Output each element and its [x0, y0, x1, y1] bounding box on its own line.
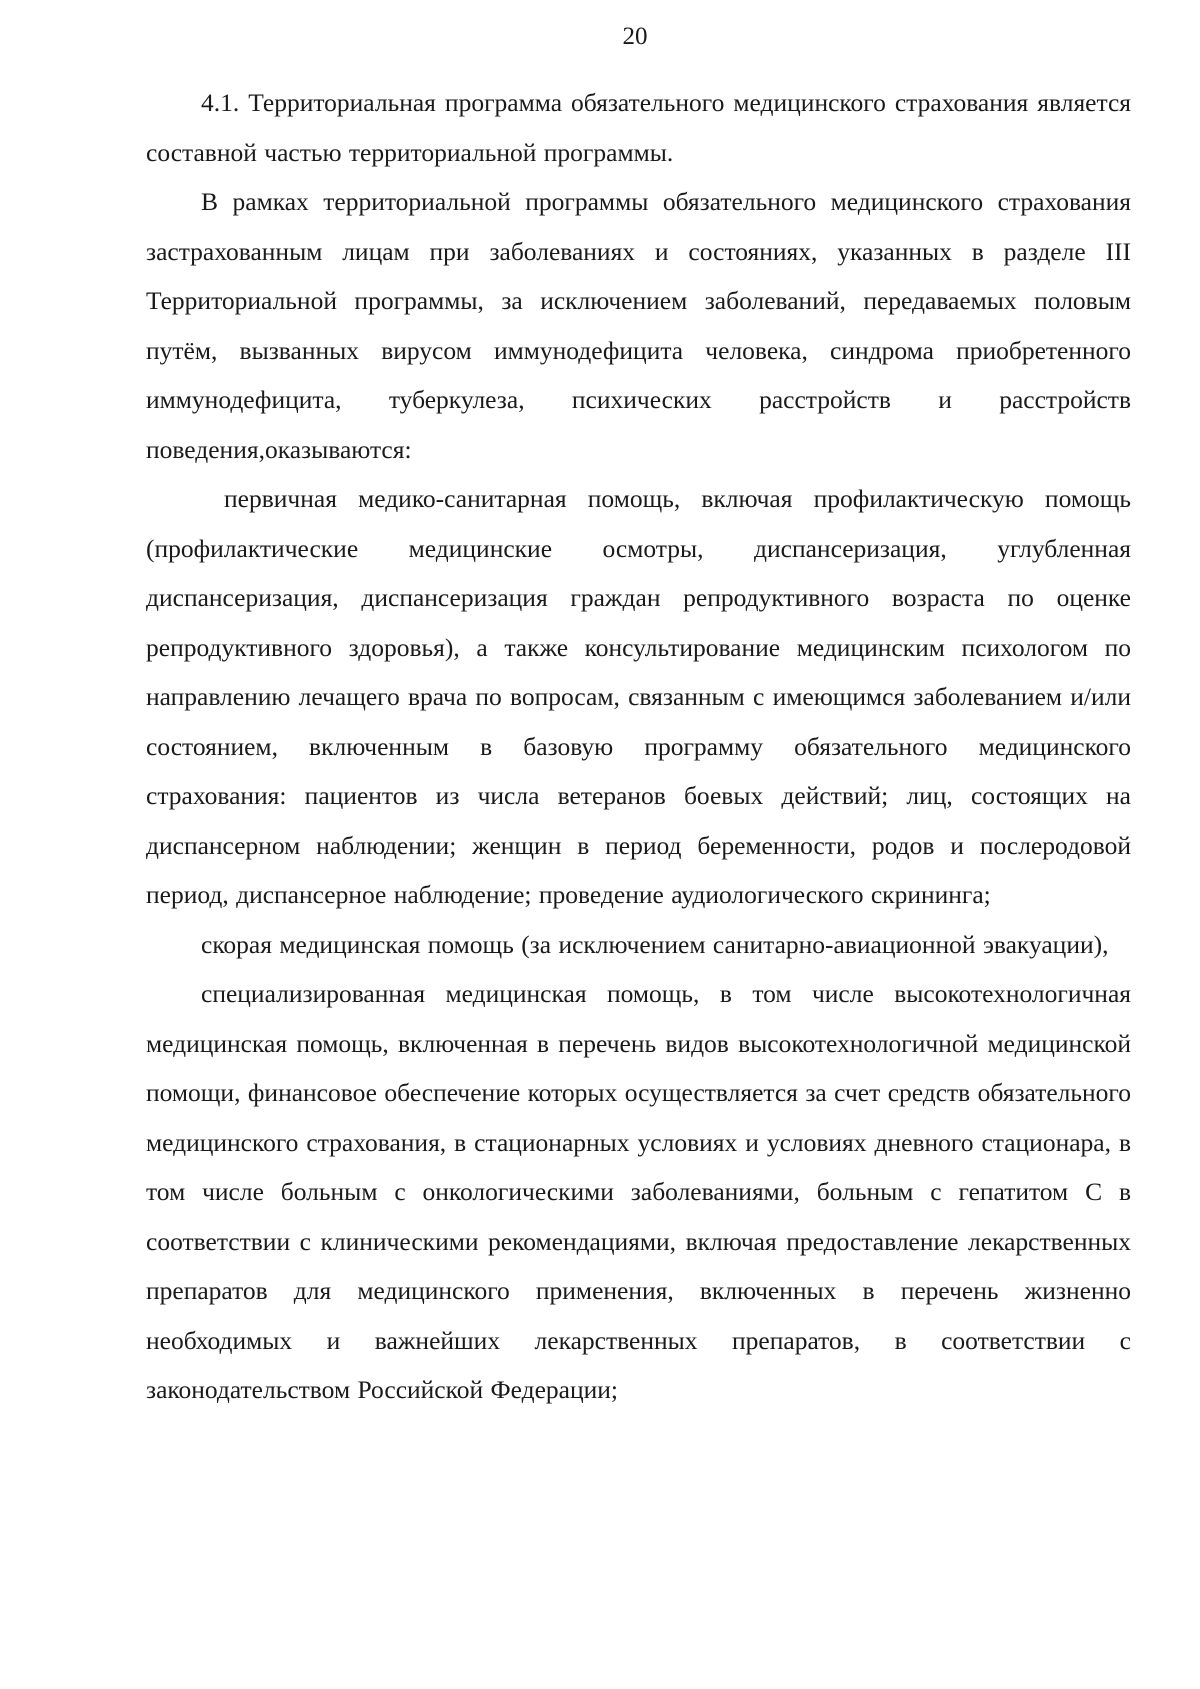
paragraph-primary-care: первичная медико-санитарная помощь, включая профилактическую помощь (профилактические медицинские осмотры, диспансеризация, углубленная диспансеризация, диспансеризация граждан репродуктивного возраста по оценке репродуктивного здоровья), а также консультирование медицинским психологом по направлению лечащего врача по вопросам, связанным с имеющимся заболеванием и/или состоянием, включенным в базовую программу обязательного медицинского страхования: пациентов из числа ветеранов боевых действий; лиц, состоящих на диспансерном наблюдении; женщин в период беременности, родов и послеродовой период, диспансерное наблюдение; проведение аудиологического скрининга;	[146, 484, 1131, 909]
paragraph-emergency-care: скорая медицинская помощь (за исключением санитарно-авиационной эвакуации),	[201, 929, 1109, 959]
document-body	[146, 78, 1131, 1415]
page-number: 20	[622, 23, 648, 50]
paragraph-4-1: 4.1. Территориальная программа обязательного медицинского страхования является составной частью территориальной программы.	[146, 88, 1131, 167]
paragraph-specialized-care: специализированная медицинская помощь, в том числе высокотехнологичная медицинская помощь, включенная в перечень видов высокотехнологичной медицинской помощи, финансовое обеспечение которых осуществляется за счет средств обязательного медицинского страхования, в стационарных условиях и условиях дневного стационара, в том числе больным с онкологическими заболеваниями, больным с гепатитом С в соответствии с клиническими рекомендациями, включая предоставление лекарственных препаратов для медицинского применения, включенных в перечень жизненно необходимых и важнейших лекарственных препаратов, в соответствии с законодательством Российской Федерации;	[146, 979, 1131, 1404]
paragraph-omc-scope: В рамках территориальной программы обязательного медицинского страхования застрахованным лицам при заболеваниях и состояниях, указанных в разделе III Территориальной программы, за исключением заболеваний, передаваемых половым путём, вызванных вирусом иммунодефицита человека, синдрома приобретенного иммунодефицита, туберкулеза, психических расстройств и расстройств поведения,оказываются:	[146, 187, 1131, 464]
